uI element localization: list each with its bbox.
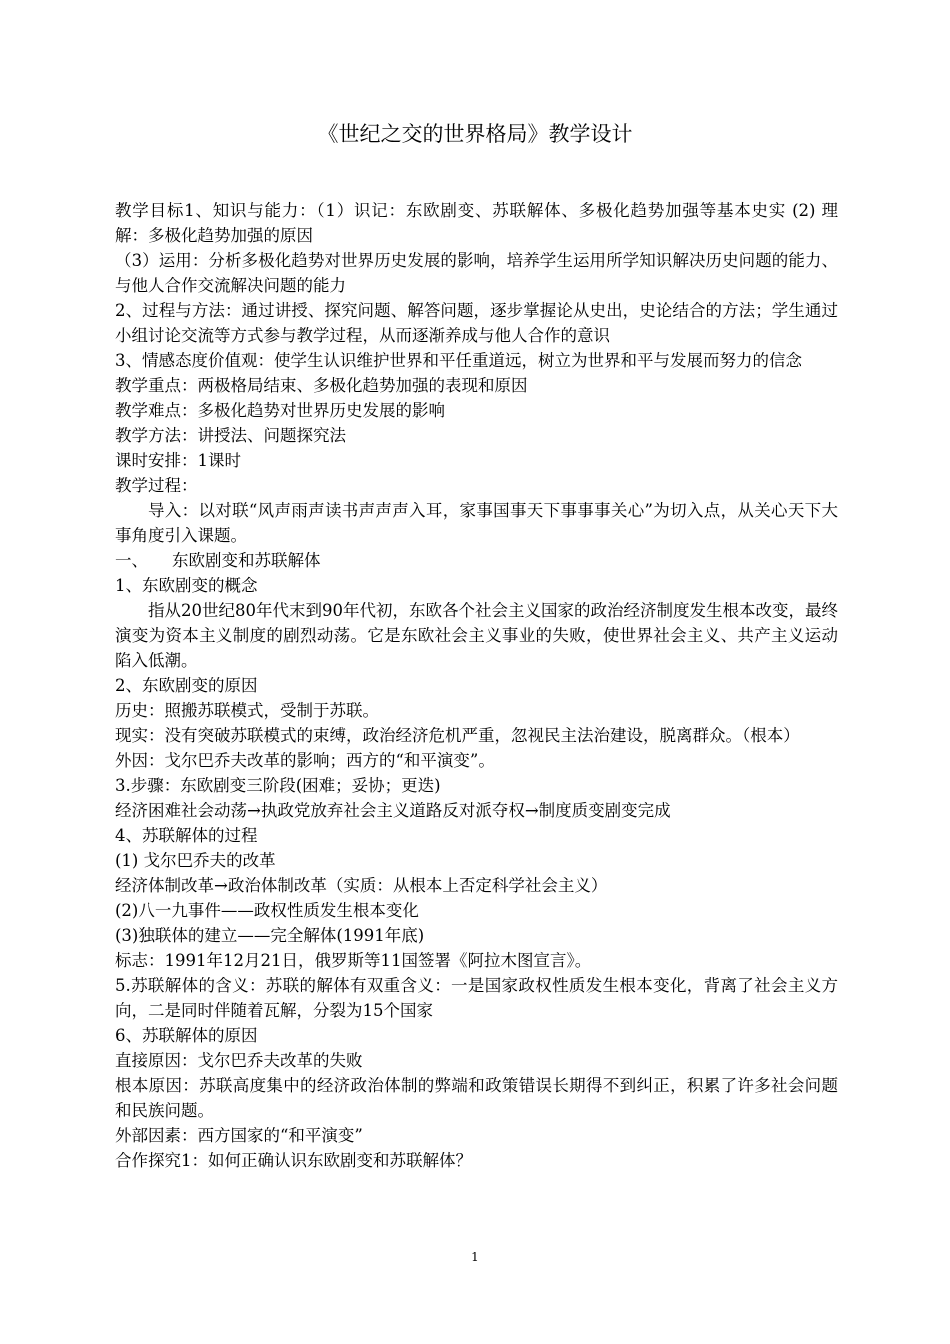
body-paragraph: (3)独联体的建立——完全解体(1991年底) (115, 926, 425, 945)
body-paragraph: 直接原因：戈尔巴乔夫改革的失败 (115, 1051, 363, 1070)
body-paragraph: 2、东欧剧变的原因 (115, 676, 258, 695)
body-paragraph: 教学过程： (115, 476, 198, 495)
page-number: 1 (471, 1250, 479, 1264)
body-paragraph: 3、情感态度价值观：使学生认识维护世界和平任重道远，树立为世界和平与发展而努力的信念 (115, 351, 802, 370)
section-heading: 东欧剧变和苏联解体 (172, 551, 321, 570)
body-paragraph: 3.步骤：东欧剧变三阶段(困难；妥协；更迭) (115, 776, 441, 795)
body-paragraph: 经济体制改革→政治体制改革（实质：从根本上否定科学社会主义） (115, 876, 608, 895)
body-paragraph: 外因：戈尔巴乔夫改革的影响；西方的“和平演变”。 (115, 751, 495, 770)
body-paragraph: 教学目标1、知识与能力：（1）识记：东欧剧变、苏联解体、多极化趋势加强等基本史实 (2) 理解：多极化趋势加强的原因 (115, 201, 838, 245)
body-paragraph: 教学重点：两极格局结束、多极化趋势加强的表现和原因 (115, 376, 528, 395)
body-paragraph: 指从20世纪80年代末到90年代初，东欧各个社会主义国家的政治经济制度发生根本改变，最终演变为资本主义制度的剧烈动荡。它是东欧社会主义事业的失败，使世界社会主义、共产主义运动陷入低潮。 (115, 601, 838, 670)
body-paragraph: 5.苏联解体的含义：苏联的解体有双重含义：一是国家政权性质发生根本变化，背离了社会主义方向，二是同时伴随着瓦解，分裂为15个国家 (115, 976, 838, 1020)
body-paragraph: 导入：以对联“风声雨声读书声声声入耳，家事国事天下事事事关心”为切入点，从关心天下大事角度引入课题。 (115, 501, 838, 545)
body-paragraph: (2)八一九事件——政权性质发生根本变化 (115, 901, 419, 920)
body-paragraph: 教学难点：多极化趋势对世界历史发展的影响 (115, 401, 445, 420)
body-paragraph: 2、过程与方法：通过讲授、探究问题、解答问题，逐步掌握论从史出，史论结合的方法；学生通过小组讨论交流等方式参与教学过程，从而逐渐养成与他人合作的意识 (115, 301, 838, 345)
document-title: 《世纪之交的世界格局》教学设计 (317, 122, 633, 146)
body-paragraph: 1、东欧剧变的概念 (115, 576, 258, 595)
body-paragraph: 经济困难社会动荡→执政党放弃社会主义道路反对派夺权→制度质变剧变完成 (115, 801, 671, 820)
document-body (115, 198, 838, 1173)
body-paragraph: （3）运用：分析多极化趋势对世界历史发展的影响，培养学生运用所学知识解决历史问题的能力、与他人合作交流解决问题的能力 (115, 251, 838, 295)
section-number: 一、 (115, 551, 148, 570)
body-paragraph (115, 548, 838, 573)
body-paragraph: 合作探究1：如何正确认识东欧剧变和苏联解体？ (115, 1151, 472, 1170)
body-paragraph: 4、苏联解体的过程 (115, 826, 258, 845)
body-paragraph: 标志：1991年12月21日，俄罗斯等11国签署《阿拉木图宣言》。 (115, 951, 592, 970)
body-paragraph: 课时安排：1课时 (115, 451, 241, 470)
body-paragraph: 教学方法：讲授法、问题探究法 (115, 426, 346, 445)
body-paragraph: 外部因素：西方国家的“和平演变” (115, 1126, 363, 1145)
body-paragraph: 6、苏联解体的原因 (115, 1026, 258, 1045)
body-paragraph: 根本原因：苏联高度集中的经济政治体制的弊端和政策错误长期得不到纠正，积累了许多社会问题和民族问题。 (115, 1076, 838, 1120)
body-paragraph: 历史：照搬苏联模式，受制于苏联。 (115, 701, 379, 720)
body-paragraph: (1) 戈尔巴乔夫的改革 (115, 851, 276, 870)
body-paragraph: 现实：没有突破苏联模式的束缚，政治经济危机严重，忽视民主法治建设，脱离群众。（根本） (115, 726, 800, 745)
